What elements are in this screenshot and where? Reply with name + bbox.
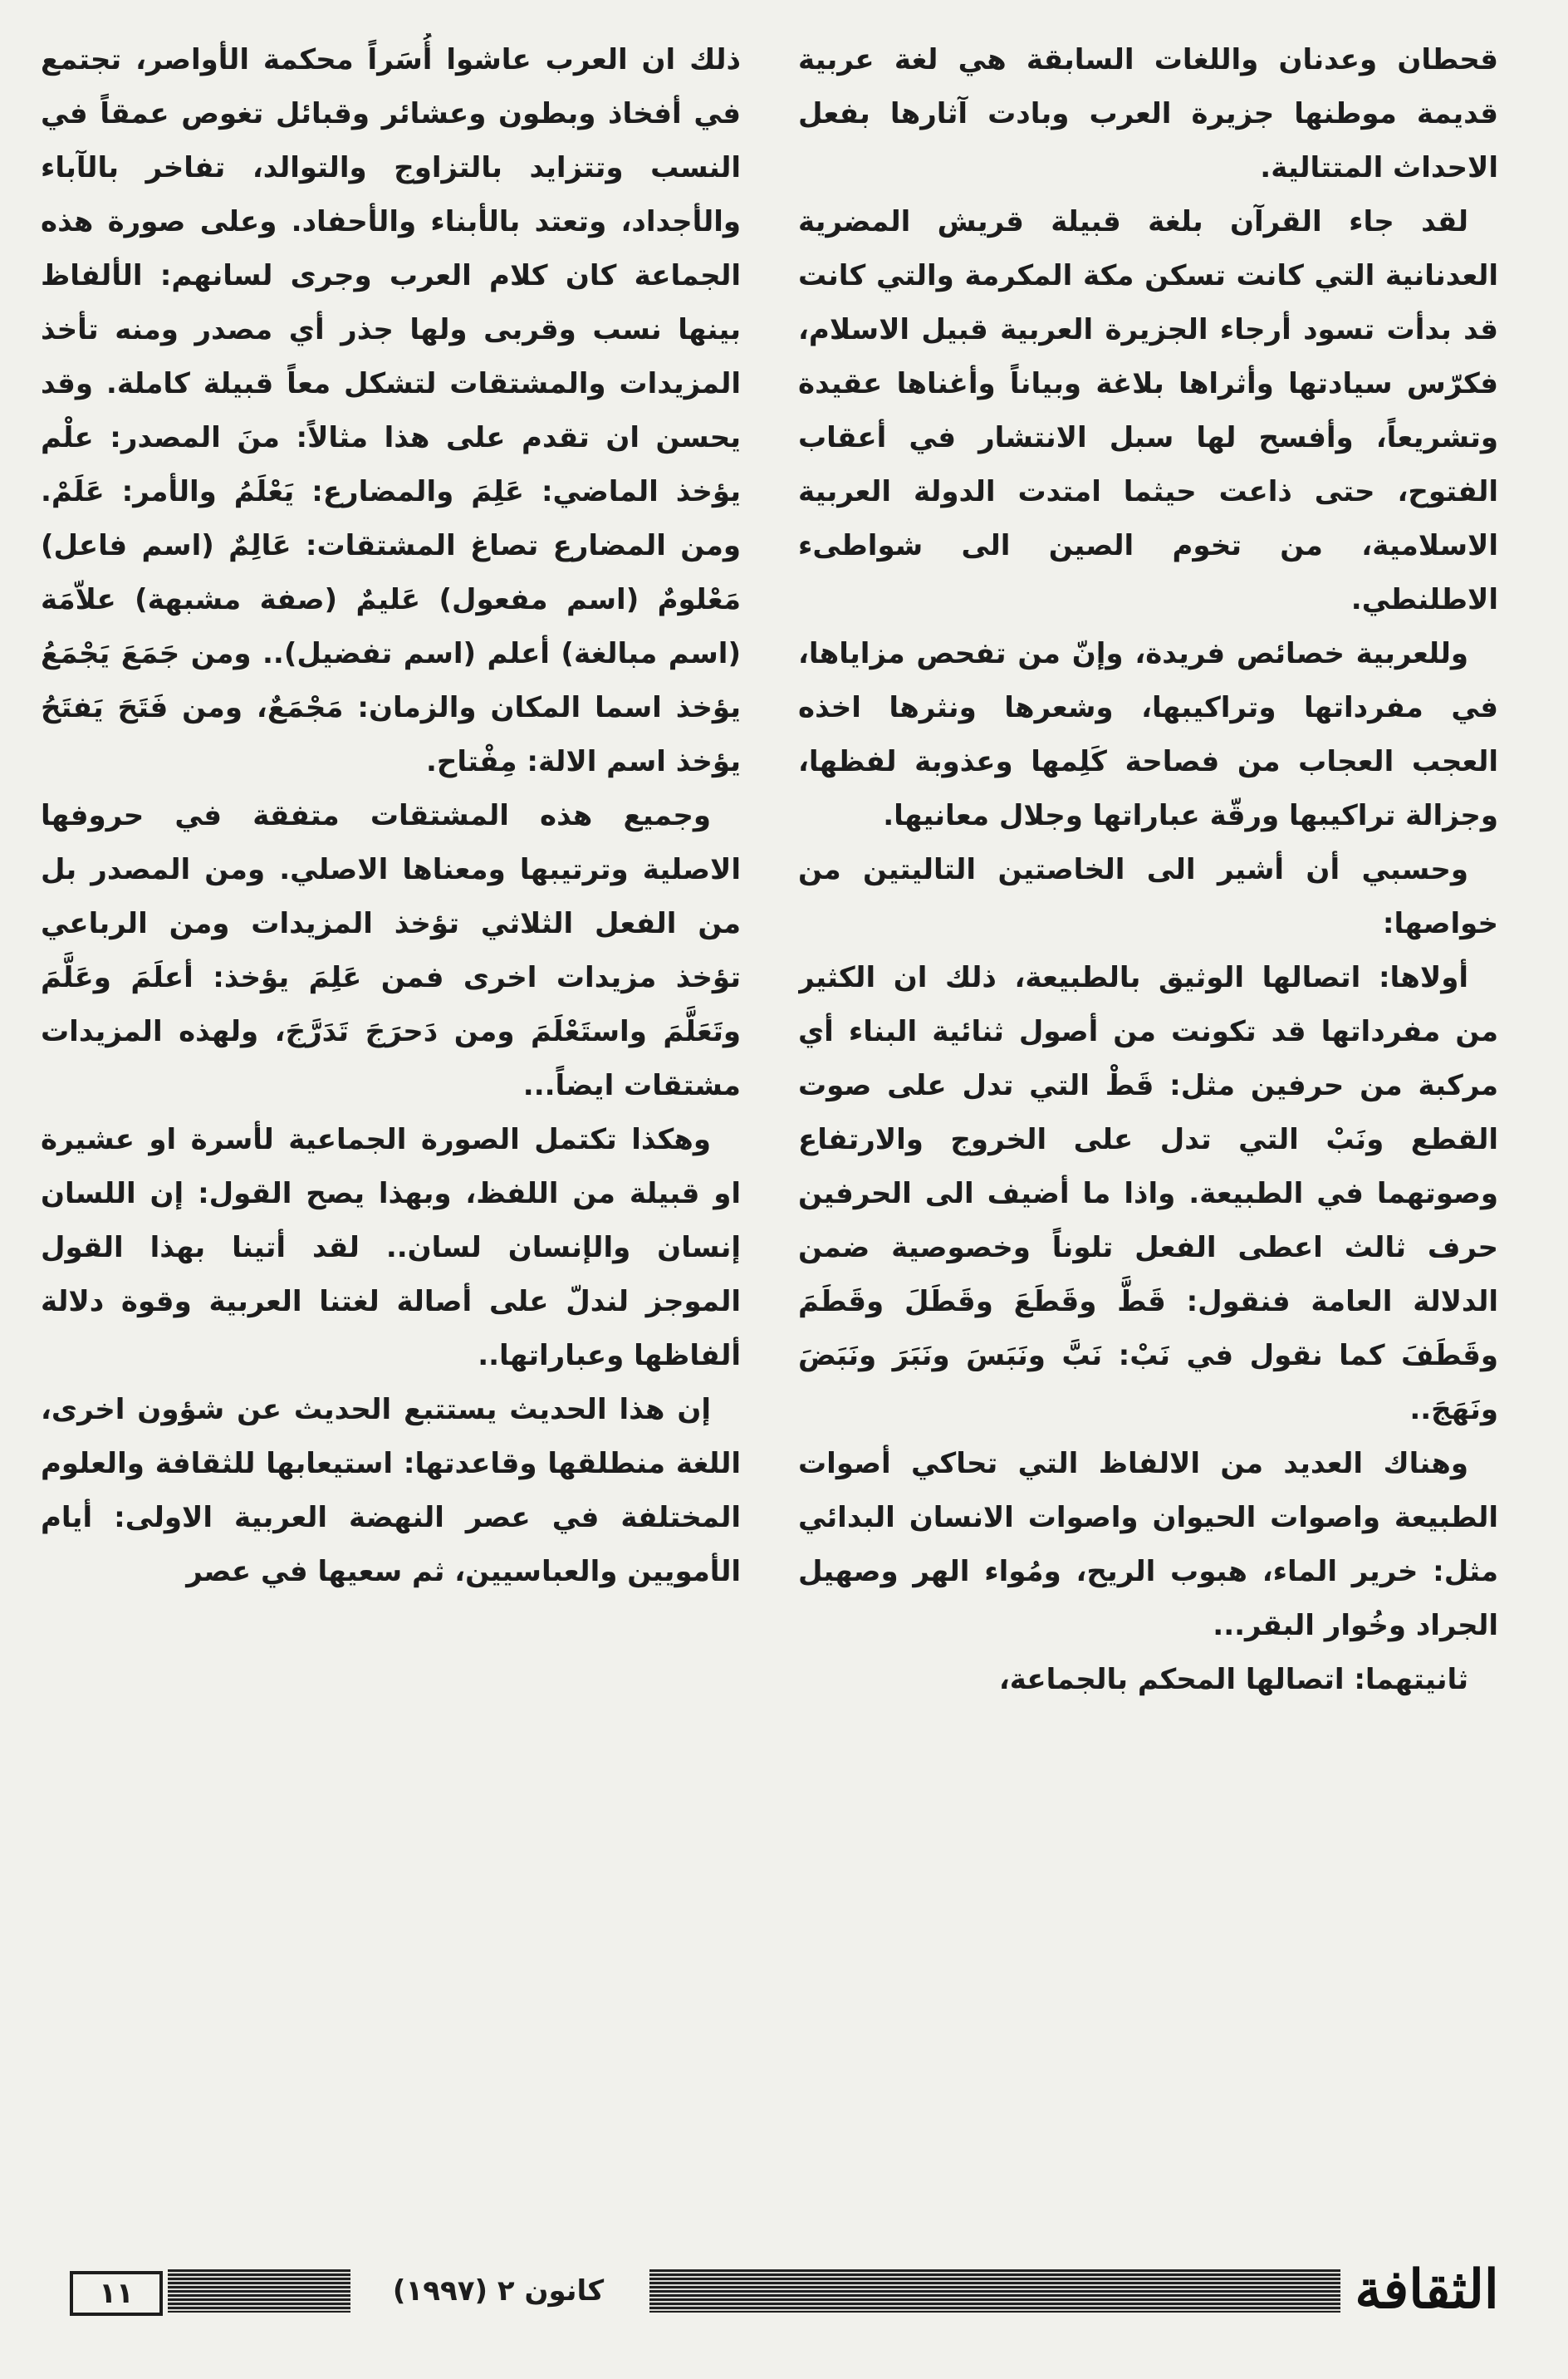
footer-rule-right	[649, 2269, 1340, 2313]
paragraph: ذلك ان العرب عاشوا أُسَراً محكمة الأواصر، تجتمع في أفخاذ وبطون وعشائر وقبائل تغوص عمقاً في النسب وتتزايد بالتزاوج والتوالد، تفاخر بالآباء والأجداد، وتعتد بالأبناء والأحفاد. وعلى صورة هذه الجماعة كان كلام العرب وجرى لسانهم: الألفاظ بينها نسب وقربى ولها جذر أي مصدر ومنه تأخذ المزيدات والمشتقات لتشكل معاً قبيلة كاملة. وقد يحسن ان تقدم على هذا مثالاً: منَ المصدر: علْم يؤخذ الماضي: عَلِمَ والمضارع: يَعْلَمُ والأمر: عَلَمْ. ومن المضارع تصاغ المشتقات: عَالِمٌ (اسم فاعل) مَعْلومٌ (اسم مفعول) عَليمٌ (صفة مشبهة) علاّمَة (اسم مبالغة) أعلم (اسم تفضيل).. ومن جَمَعَ يَجْمَعُ يؤخذ اسما المكان والزمان: مَجْمَعٌ، ومن فَتَحَ يَفتَحُ يؤخذ اسم الالة: مِفْتاح.	[41, 43, 741, 778]
paragraph: وهكذا تكتمل الصورة الجماعية لأسرة او عشيرة او قبيلة من اللفظ، وبهذا يصح القول: إن اللسان إنسان والإنسان لسان.. لقد أتينا بهذا القول الموجز لندلّ على أصالة لغتنا العربية وقوة دلالة ألفاظها وعباراتها..	[41, 1123, 741, 1372]
footer-rule-left	[168, 2269, 350, 2313]
paragraph: وحسبي أن أشير الى الخاصتين التاليتين من خواصها:	[798, 853, 1498, 940]
article-column-left	[41, 33, 741, 2226]
article-column-right	[798, 33, 1498, 2226]
paragraph: أولاها: اتصالها الوثيق بالطبيعة، ذلك ان الكثير من مفرداتها قد تكونت من أصول ثنائية البناء أي مركبة من حرفين مثل: قَطْ التي تدل على صوت القطع ونَبْ التي تدل على الخروج والارتفاع وصوتهما في الطبيعة. واذا ما أضيف الى الحرفين حرف ثالث اعطى الفعل تلوناً وخصوصية ضمن الدلالة العامة فنقول: قَطَّ وقَطَعَ وقَطَلَ وقَطَمَ وقَطَفَ كما نقول في نَبْ: نَبَّ ونَبَسَ ونَبَرَ ونَبَضَ ونَهَجَ..	[798, 961, 1498, 1426]
issue-date: كانون ٢ (١٩٩٧)	[392, 2274, 605, 2308]
magazine-logo: الثقافة	[1355, 2259, 1499, 2321]
paragraph: ثانيتهما: اتصالها المحكم بالجماعة،	[998, 1663, 1468, 1696]
paragraph: وجميع هذه المشتقات متفقة في حروفها الاصلية وترتيبها ومعناها الاصلي. ومن المصدر بل من الفعل الثلاثي تؤخذ المزيدات ومن الرباعي تؤخذ مزيدات اخرى فمن عَلِمَ يؤخذ: أعلَمَ وعَلَّمَ وتَعَلَّمَ واستَعْلَمَ ومن دَحرَجَ تَدَرَّجَ، ولهذه المزيدات مشتقات ايضاً...	[41, 799, 741, 1102]
paragraph: وهناك العديد من الالفاظ التي تحاكي أصوات الطبيعة واصوات الحيوان واصوات الانسان البدائي مثل: خرير الماء، هبوب الريح، ومُواء الهر وصهيل الجراد وخُوار البقر...	[798, 1447, 1498, 1642]
paragraph: قحطان وعدنان واللغات السابقة هي لغة عربية قديمة موطنها جزيرة العرب وبادت آثارها بفعل الاحداث المتتالية.	[798, 43, 1498, 184]
paragraph: وللعربية خصائص فريدة، وإنّ من تفحص مزاياها، في مفرداتها وتراكيبها، وشعرها ونثرها اخذه العجب العجاب من فصاحة كَلِمها وعذوبة لفظها، وجزالة تراكيبها ورقّة عباراتها وجلال معانيها.	[798, 637, 1498, 832]
page-number: ١١	[70, 2271, 163, 2316]
paragraph: لقد جاء القرآن بلغة قبيلة قريش المضرية العدنانية التي كانت تسكن مكة المكرمة والتي كانت قد بدأت تسود أرجاء الجزيرة العربية قبيل الاسلام، فكرّس سيادتها وأثراها بلاغة وبياناً وأغناها عقيدة وتشريعاً، وأفسح لها سبل الانتشار في أعقاب الفتوح، حتى ذاعت حيثما امتدت الدولة العربية الاسلامية، من تخوم الصين الى شواطىء الاطلنطي.	[798, 205, 1498, 616]
paragraph: إن هذا الحديث يستتبع الحديث عن شؤون اخرى، اللغة منطلقها وقاعدتها: استيعابها للثقافة والعلوم المختلفة في عصر النهضة العربية الاولى: أيام الأمويين والعباسيين، ثم سعيها في عصر	[41, 1393, 741, 1588]
page-footer	[58, 2253, 1499, 2327]
